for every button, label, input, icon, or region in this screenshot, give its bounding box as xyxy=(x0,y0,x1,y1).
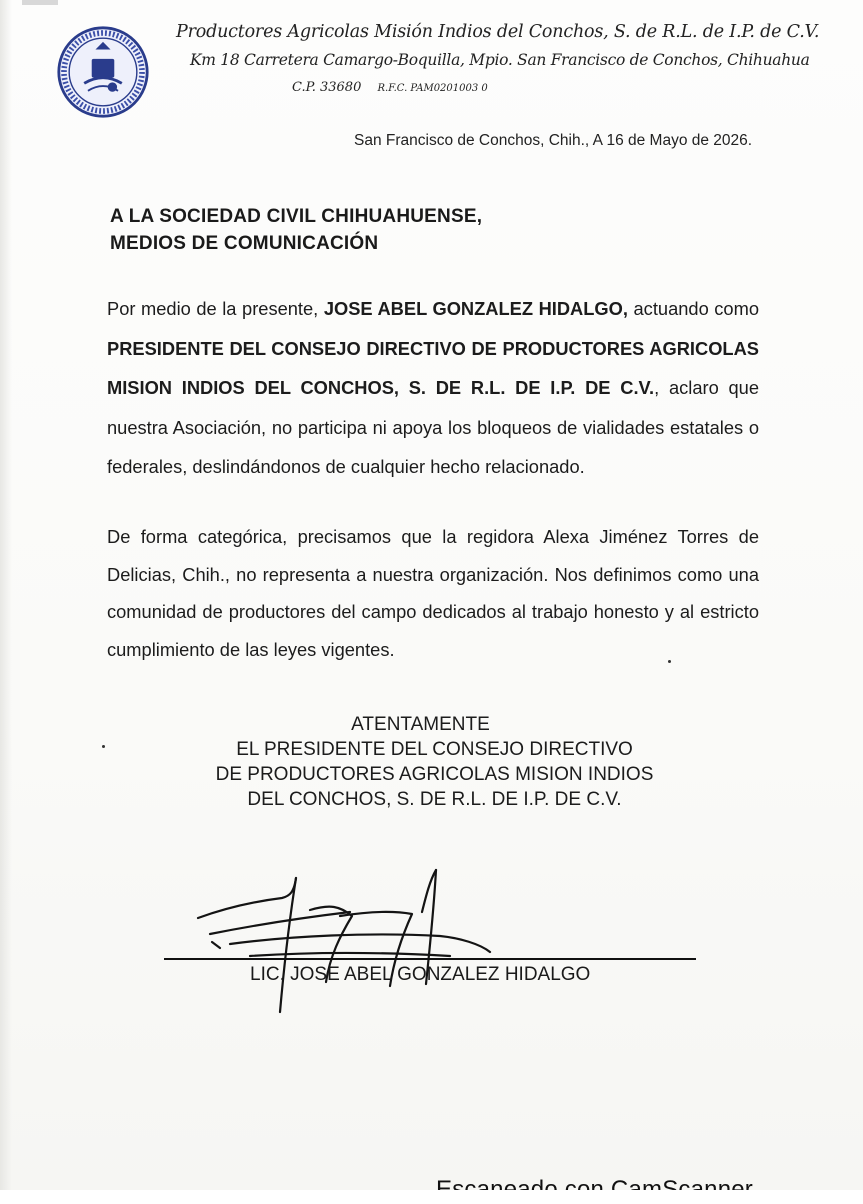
closing-line-2: EL PRESIDENTE DEL CONSEJO DIRECTIVO xyxy=(236,739,633,760)
closing-line-1: ATENTAMENTE xyxy=(351,714,490,735)
paragraph-2: De forma categórica, precisamos que la regidora Alexa Jiménez Torres de Delicias, Chih., no representa a nuestra organización. Nos definimos como una comunidad de productores del campo dedicados al trabajo honesto y al estricto cumplimiento de las leyes vigentes. xyxy=(107,526,759,660)
scan-crop-edge xyxy=(0,1190,863,1200)
paragraph-1-name: JOSE ABEL GONZALEZ HIDALGO, xyxy=(323,298,628,319)
addressee-line-2: MEDIOS DE COMUNICACIÓN xyxy=(110,233,379,254)
closing-line-4: DEL CONCHOS, S. DE R.L. DE I.P. DE C.V. xyxy=(247,789,622,810)
paragraph-1-text-a: Por medio de la presente, xyxy=(107,298,324,319)
scan-artifact xyxy=(22,0,58,5)
letterhead-company: Productores Agricolas Misión Indios del Conchos, S. de R.L. de I.P. de C.V. xyxy=(176,22,820,42)
closing-block xyxy=(0,712,863,812)
paragraph-1 xyxy=(107,289,759,487)
letterhead-codes xyxy=(292,80,843,95)
signature-line xyxy=(164,958,696,960)
letterhead-rfc: R.F.C. PAM0201003 0 xyxy=(377,83,488,94)
organization-seal-icon xyxy=(56,25,150,119)
letterhead-postal-code: C.P. 33680 xyxy=(292,80,362,95)
paragraph-1-text-b: actuando como xyxy=(627,298,759,319)
paragraph-1-title: PRESIDENTE DEL CONSEJO DIRECTIVO DE PRODUCTORES AGRICOLAS MISION INDIOS DEL CONCHOS, S. DE R.L. DE I.P. DE C.V. xyxy=(107,337,759,398)
date-line: San Francisco de Conchos, Chih., A 16 de Mayo de 2026. xyxy=(354,132,753,149)
signatory-name: LIC. JOSE ABEL GONZALEZ HIDALGO xyxy=(250,964,591,985)
scan-edge-shadow xyxy=(0,0,12,1200)
addressee xyxy=(110,203,482,257)
closing-line-3: DE PRODUCTORES AGRICOLAS MISION INDIOS xyxy=(215,764,654,785)
letterhead-address: Km 18 Carretera Camargo-Boquilla, Mpio. San Francisco de Conchos, Chihuahua xyxy=(190,51,810,69)
addressee-line-1: A LA SOCIEDAD CIVIL CHIHUAHUENSE, xyxy=(110,206,483,227)
handwritten-signature-icon xyxy=(190,856,520,1016)
paragraph-1-text-c: , aclaro que nuestra Asociación, no participa ni apoya los bloqueos de vialidades estatales o federales, deslindándonos de cualquier hecho relacionado. xyxy=(107,377,759,477)
scan-speck xyxy=(668,660,671,663)
